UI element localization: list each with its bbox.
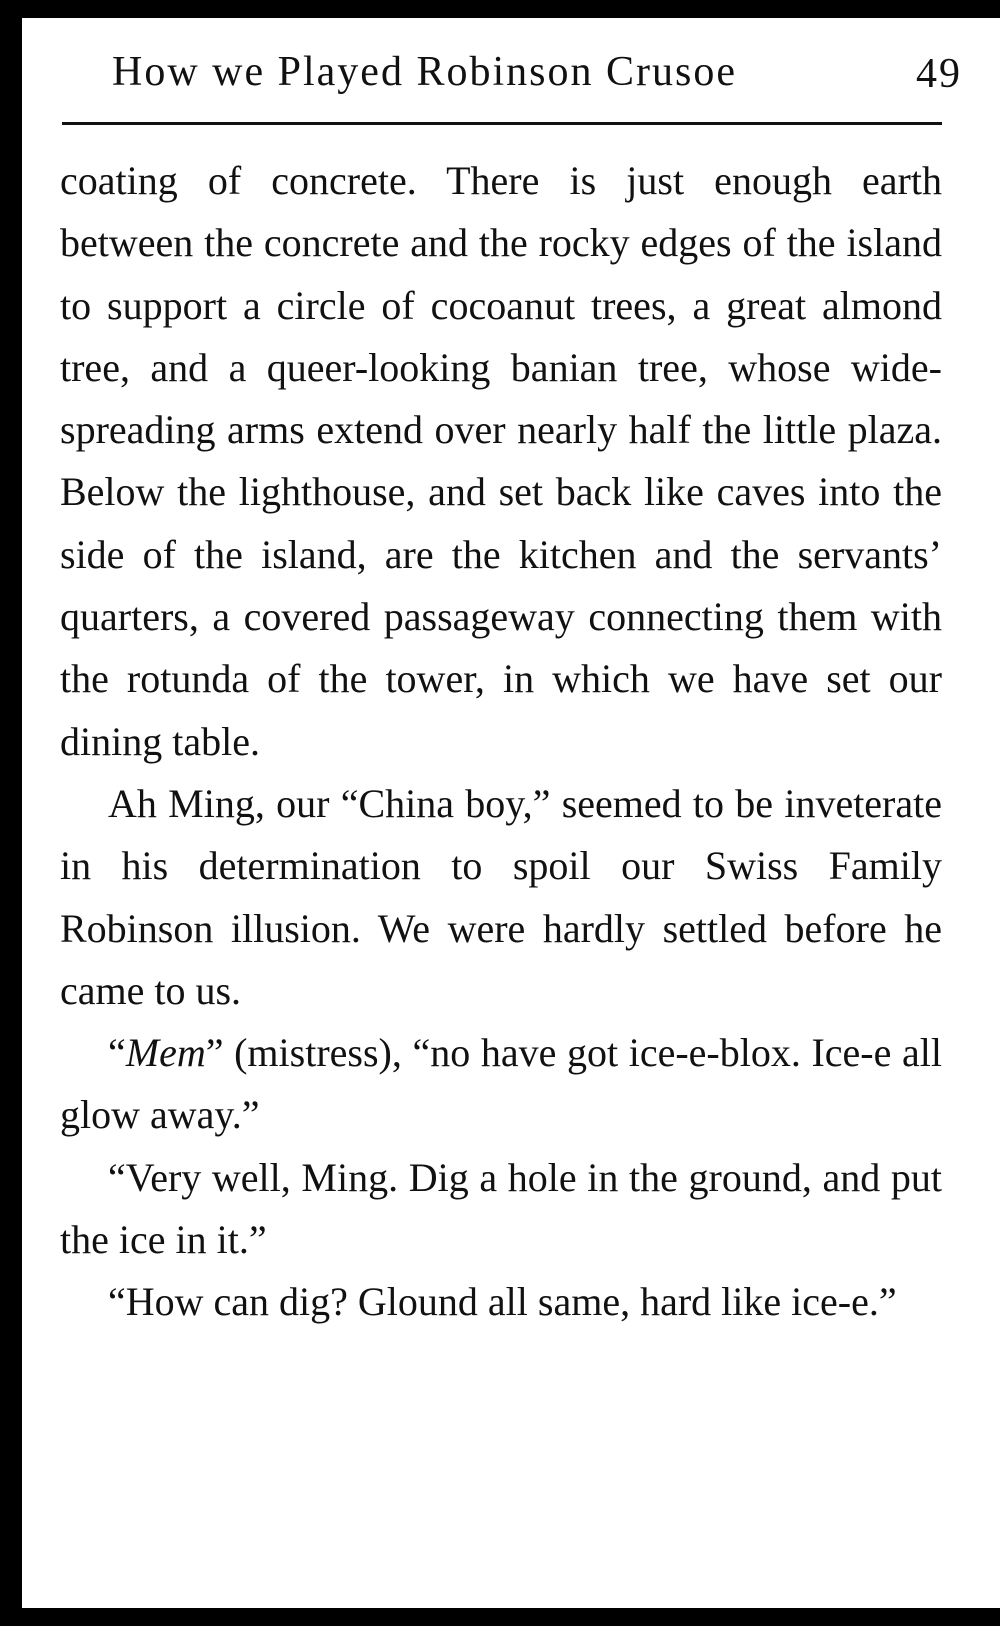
paragraph-3-open-quote: “ — [108, 1030, 126, 1076]
page-number: 49 — [916, 51, 962, 97]
book-page — [22, 18, 1000, 1608]
paragraph-4: “Very well, Ming. Dig a hole in the ground, and put the ice in it.” — [60, 1154, 942, 1263]
paragraph-3-rest: ” (mistress), “no have got ice-e-blox. Ice-e all glow away.” — [60, 1030, 942, 1138]
paragraph-2: Ah Ming, our “China boy,” seemed to be inveterate in his determination to spoil our Swiss Family Robinson illusion. We were hardly settled before he came to us. — [60, 780, 942, 1013]
header-rule — [62, 122, 942, 125]
running-title: How we Played Robinson Crusoe — [112, 49, 737, 95]
paragraph-3 — [60, 1022, 942, 1147]
body-text — [60, 150, 942, 1334]
scan-edge-mark-middle — [0, 918, 22, 980]
paragraph-3-italic-word: Mem — [125, 1030, 206, 1076]
scan-edge-mark-top — [0, 40, 22, 100]
paragraph-5: “How can dig? Glound all same, hard like ice-e.” — [108, 1279, 897, 1325]
running-header — [112, 48, 962, 118]
paragraph-1: coating of concrete. There is just enough earth between the concrete and the rocky edges of the island to support a circle of cocoanut trees, a great almond tree, and a queer-looking banian tree, whose wide-spreading arms extend over nearly half the little plaza. Below the lighthouse, and set back like caves into the side of the island, are the kitchen and the servants’ quarters, a covered passageway connecting them with the rotunda of the tower, in which we have set our dining table. — [60, 158, 942, 764]
